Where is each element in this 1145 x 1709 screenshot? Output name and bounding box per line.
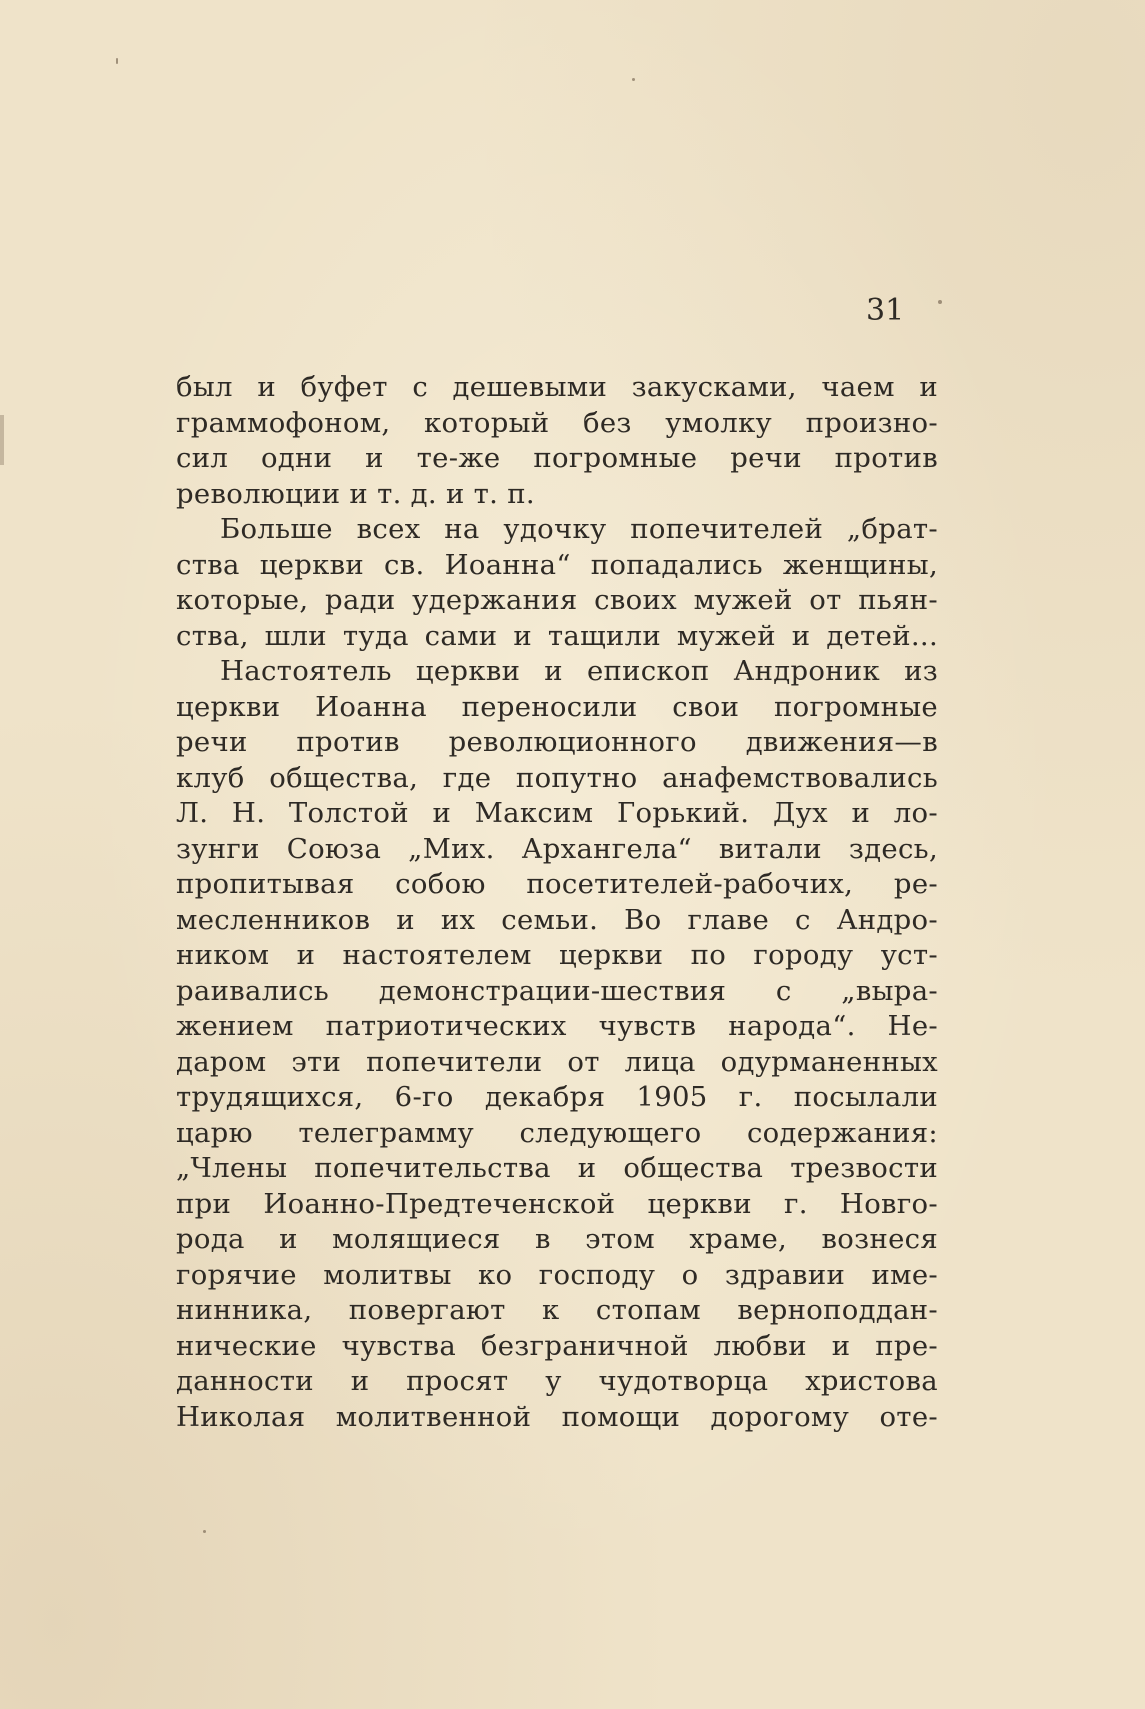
text-line: данности и просят у чудотворца христова <box>176 1365 938 1397</box>
text-line: рода и молящиеся в этом храме, вознеся <box>176 1223 938 1255</box>
text-line: даром эти попечители от лица одурманенных <box>176 1045 938 1078</box>
body-text <box>176 370 938 1435</box>
text-line: Больше всех на удочку попечителей „брат- <box>220 513 938 545</box>
text-line: раивались демонстрации-шествия с „выра- <box>176 974 938 1007</box>
text-line: речи против революционного движения—в <box>176 726 938 758</box>
text-line: нинника, повергают к стопам верноподдан- <box>176 1294 938 1326</box>
text-line: граммофоном, который без умолку произно- <box>176 406 938 439</box>
text-line: горячие молитвы ко господу о здравии име- <box>176 1258 938 1291</box>
text-line: нические чувства безграничной любви и пре- <box>176 1329 938 1362</box>
paragraph-3 <box>176 654 938 1435</box>
text-line: пропитывая собою посетителей-рабочих, ре- <box>176 868 938 900</box>
text-line: царю телеграмму следующего содержания: <box>176 1116 938 1149</box>
page-number: 31 <box>866 293 905 328</box>
text-line: трудящихся, 6-го декабря 1905 г. посылали <box>176 1081 938 1113</box>
text-line: при Иоанно-Предтеченской церкви г. Новго- <box>176 1187 938 1220</box>
text-line: месленников и их семьи. Во главе с Андро- <box>176 903 938 936</box>
paper-speck <box>203 1530 206 1533</box>
paragraph-1 <box>176 370 938 512</box>
binding-edge-mark <box>0 415 4 465</box>
text-line: Л. Н. Толстой и Максим Горький. Дух и ло- <box>176 797 938 829</box>
paper-speck <box>938 300 942 304</box>
text-line: Николая молитвенной помощи дорогому оте- <box>176 1400 938 1433</box>
text-line: сил одни и те-же погромные речи против <box>176 442 938 474</box>
paragraph-2 <box>176 512 938 654</box>
text-line: ства церкви св. Иоанна“ попадались женщины, <box>176 548 938 581</box>
text-line: „Члены попечительства и общества трезвости <box>176 1152 938 1184</box>
text-line: зунги Союза „Мих. Архангела“ витали здесь, <box>176 832 938 865</box>
text-line: был и буфет с дешевыми закусками, чаем и <box>176 371 938 403</box>
paper-speck <box>116 58 118 64</box>
text-line: ства, шли туда сами и тащили мужей и детей... <box>176 619 938 652</box>
paper-speck <box>632 78 635 81</box>
text-line: революции и т. д. и т. п. <box>176 477 535 510</box>
text-line: Настоятель церкви и епископ Андроник из <box>220 655 938 687</box>
text-line: церкви Иоанна переносили свои погромные <box>176 690 938 723</box>
text-line: ником и настоятелем церкви по городу уст- <box>176 939 938 971</box>
text-line: клуб общества, где попутно анафемствовались <box>176 761 938 794</box>
text-line: которые, ради удержания своих мужей от пьян- <box>176 584 938 616</box>
text-line: жением патриотических чувств народа“. Не- <box>176 1010 938 1042</box>
